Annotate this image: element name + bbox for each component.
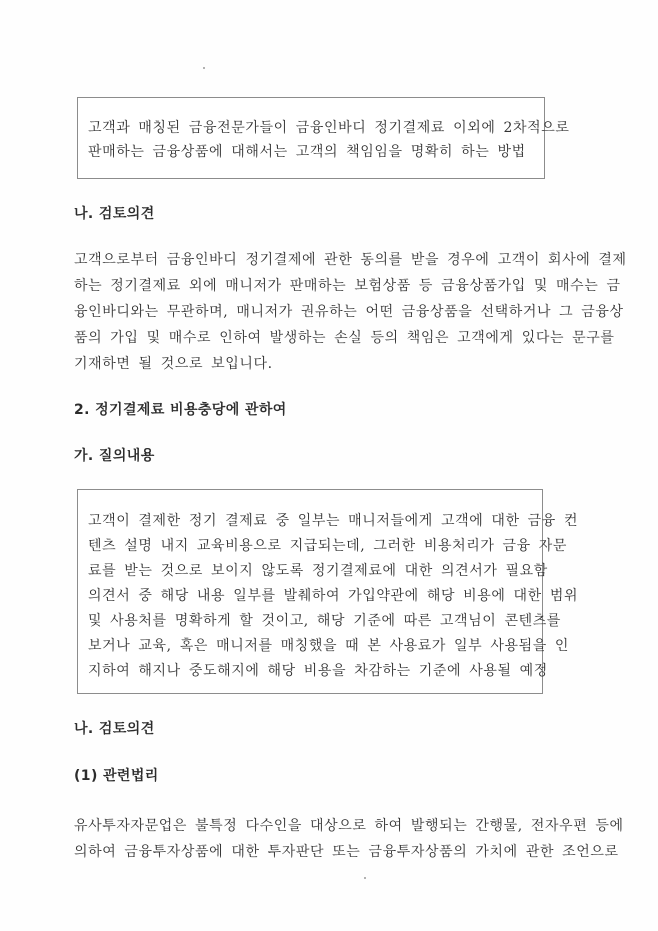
inquiry-box-2-line: 의견서 중 해당 내용 일부를 발췌하여 가입약관에 해당 비용에 대한 범위 xyxy=(88,588,579,604)
inquiry-box-2 xyxy=(77,489,579,694)
scan-speck xyxy=(203,67,205,69)
inquiry-box-2-line: 보거나 교육, 혹은 매니저를 매칭했을 때 본 사용료가 일부 사용됨을 인 xyxy=(88,638,570,654)
inquiry-box-2-line: 고객이 결제한 정기 결제료 중 일부는 매니저들에게 고객에 대한 금융 컨 xyxy=(88,513,579,529)
inquiry-box-1 xyxy=(77,97,570,179)
inquiry-box-2-line: 및 사용처를 명확하게 할 것이고, 해당 기준에 따른 고객님이 콘텐츠를 xyxy=(88,613,561,629)
heading-related-law: (1) 관련법리 xyxy=(74,768,159,784)
scan-speck xyxy=(364,877,366,879)
review-1-line: 기재하면 될 것으로 보입니다. xyxy=(74,356,273,372)
heading-inquiry: 가. 질의내용 xyxy=(74,448,155,464)
heading-review-2: 나. 검토의견 xyxy=(74,721,155,737)
heading-review-1: 나. 검토의견 xyxy=(74,206,155,222)
review-1-line: 품의 가입 및 매수로 인하여 발생하는 손실 등의 책임은 고객에게 있다는 문구를 xyxy=(74,330,615,346)
review-1-line: 고객으로부터 금융인바디 정기결제에 관한 동의를 받을 경우에 고객이 회사에 결제 xyxy=(74,252,627,268)
review-1-line: 하는 정기결제료 외에 매니저가 판매하는 보험상품 등 금융상품가입 및 매수는 금 xyxy=(74,278,621,294)
section-2-title: 2. 정기결제료 비용충당에 관하여 xyxy=(74,402,287,418)
review-1-line: 융인바디와는 무관하며, 매니저가 권유하는 어떤 금융상품을 선택하거나 그 금융상 xyxy=(74,304,624,320)
inquiry-box-1-line: 고객과 매칭된 금융전문가들이 금융인바디 정기결제료 이외에 2차적으로 xyxy=(88,120,570,136)
inquiry-box-2-line: 료를 받는 것으로 보이지 않도록 정기결제료에 대한 의견서가 필요함 xyxy=(88,563,548,579)
inquiry-box-1-line: 판매하는 금융상품에 대해서는 고객의 책임임을 명확히 하는 방법 xyxy=(88,144,526,160)
related-law-line: 의하여 금융투자상품에 대한 투자판단 또는 금융투자상품의 가치에 관한 조언으로 xyxy=(74,844,619,860)
inquiry-box-2-line: 텐츠 설명 내지 교육비용으로 지급되는데, 그러한 비용처리가 금융 자문 xyxy=(88,538,568,554)
related-law-line: 유사투자자문업은 불특정 다수인을 대상으로 하여 발행되는 간행물, 전자우편 등에 xyxy=(74,818,624,834)
inquiry-box-2-line: 지하여 해지나 중도해지에 해당 비용을 차감하는 기준에 사용될 예정 xyxy=(88,663,548,679)
